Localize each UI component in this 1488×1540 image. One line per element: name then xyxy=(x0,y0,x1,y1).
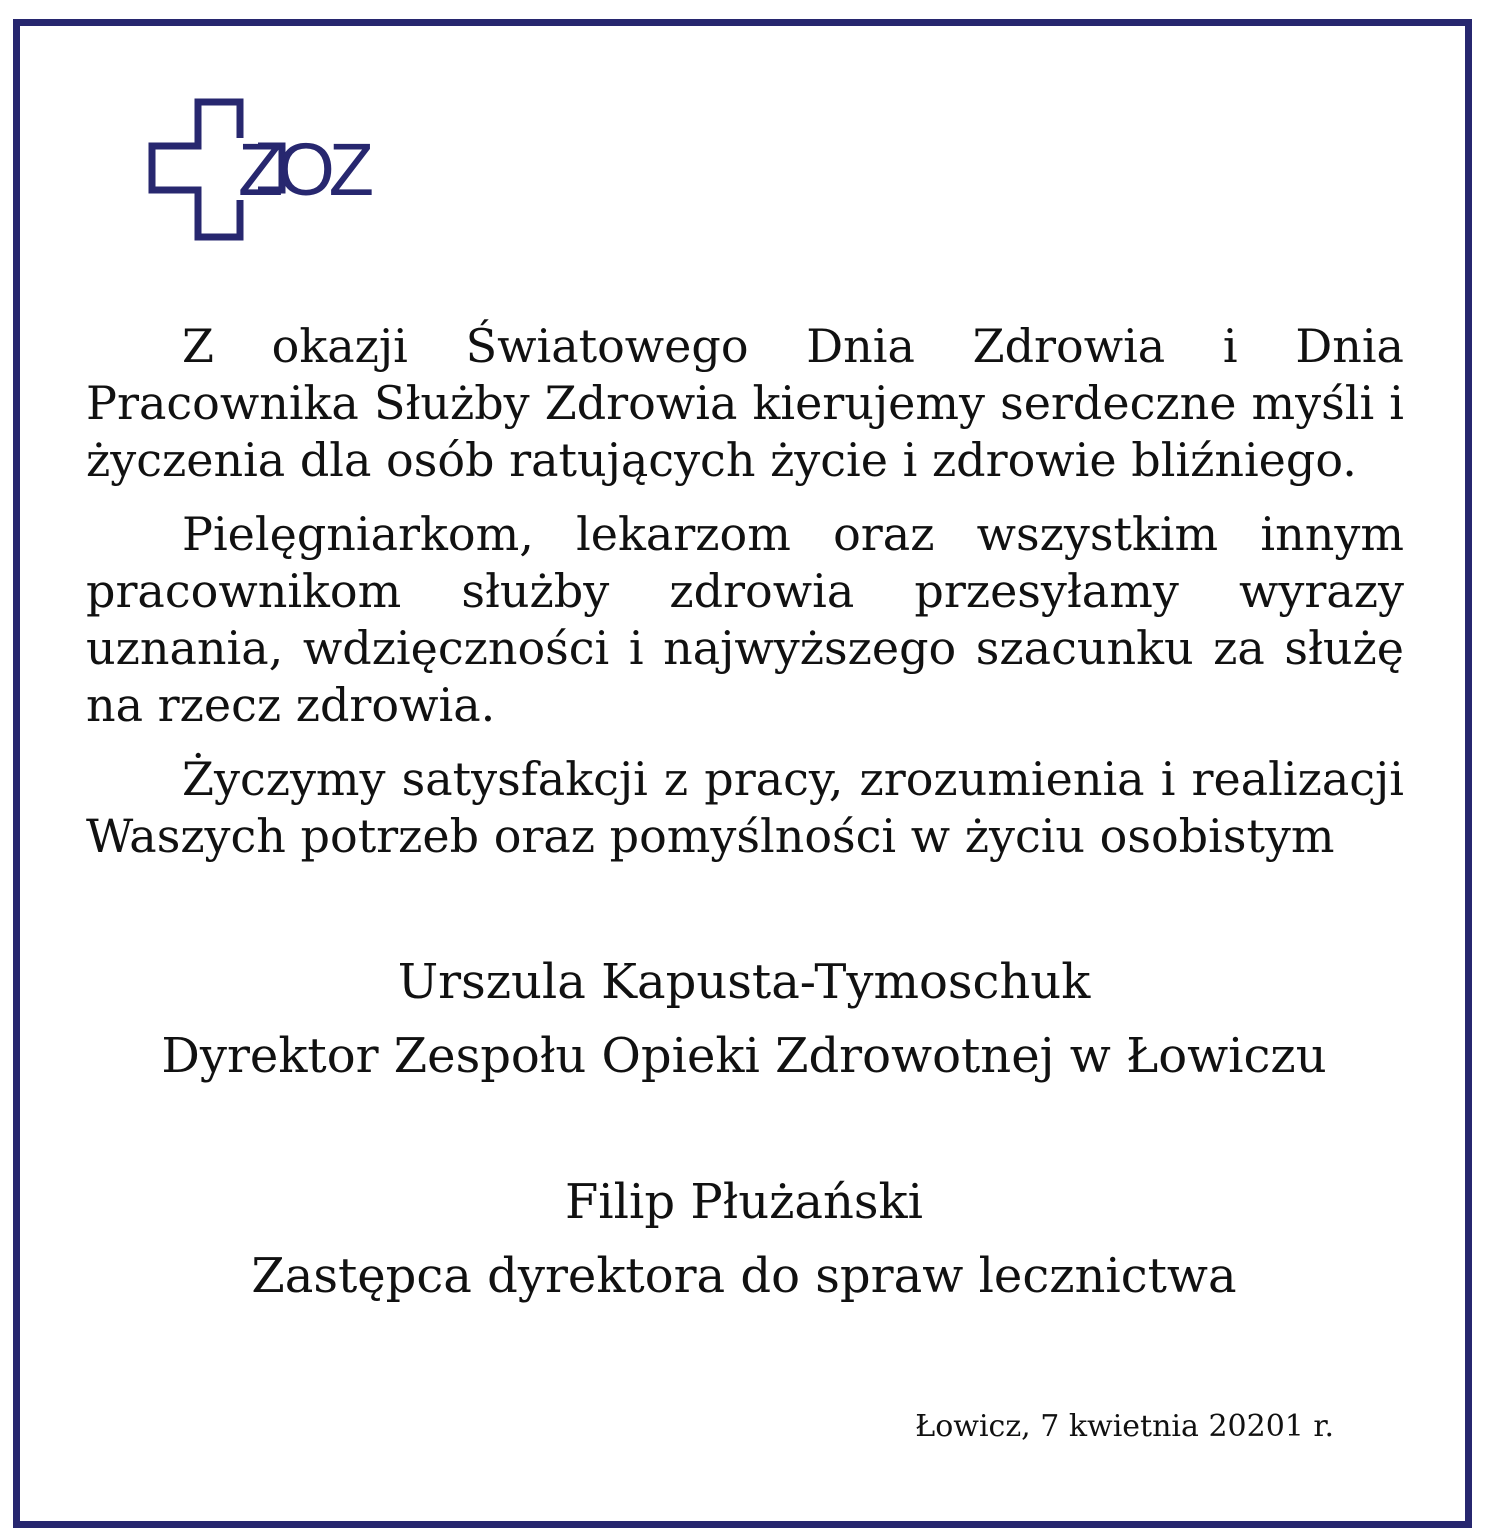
signature-block-director xyxy=(20,952,1468,1086)
letter-body xyxy=(86,318,1404,882)
paragraph-2: Pielęgniarkom, lekarzom oraz wszystkim innym pracownikom służby zdrowia przesyłamy wyrazy uznania, wdzięczności i najwyższego szacunku za służę na rzecz zdrowia. xyxy=(86,507,1404,732)
zoz-logo xyxy=(148,98,380,243)
signatory-role: Zastępca dyrektora do spraw lecznictwa xyxy=(251,1248,1237,1304)
signatory-role: Dyrektor Zespołu Opieki Zdrowotnej w Łowiczu xyxy=(161,1028,1327,1084)
signatory-name: Urszula Kapusta-Tymoschuk xyxy=(397,954,1091,1010)
logo-text: ZOZ xyxy=(238,128,368,211)
signatory-name: Filip Płużański xyxy=(564,1174,923,1230)
paragraph-1: Z okazji Światowego Dnia Zdrowia i Dnia Pracownika Służby Zdrowia kierujemy serdeczne myśli i życzenia dla osób ratujących życie i zdrowie bliźniego. xyxy=(86,319,1404,487)
cross-outline-icon xyxy=(148,98,380,243)
place-and-date: Łowicz, 7 kwietnia 20201 r. xyxy=(915,1409,1334,1444)
signature-block-deputy xyxy=(20,1172,1468,1306)
paragraph-3: Życzymy satysfakcji z pracy, zrozumienia i realizacji Waszych potrzeb oraz pomyślności w życiu osobistym xyxy=(86,752,1404,863)
